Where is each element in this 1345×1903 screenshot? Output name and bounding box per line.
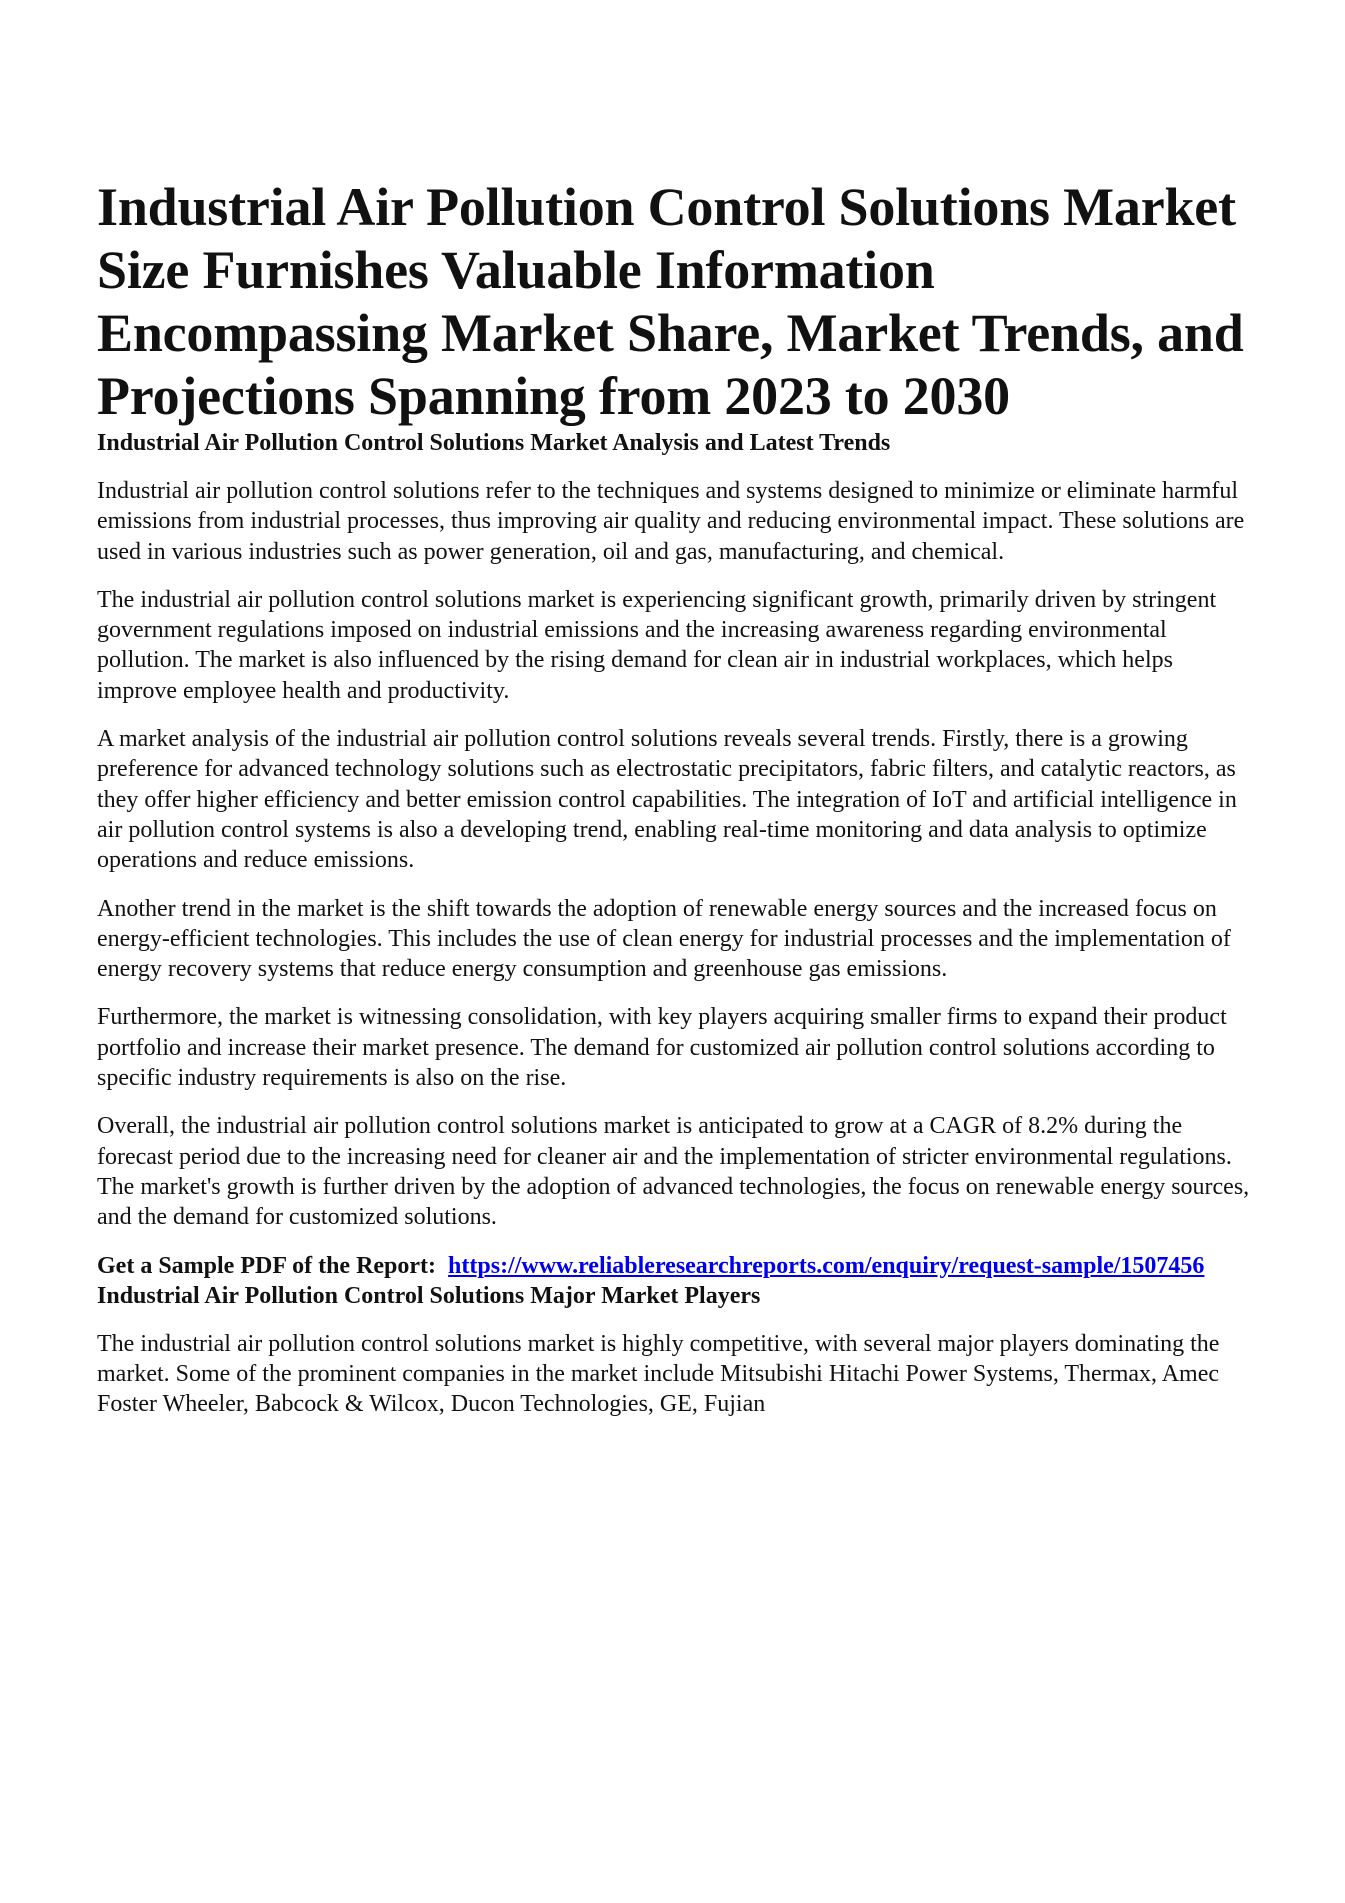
paragraph: Furthermore, the market is witnessing consolidation, with key players acquiring smaller firms to expand their product portfolio and increase their market presence. The demand for customized air pollution control solutions according to specific industry requirements is also on the rise. bbox=[97, 1004, 1227, 1092]
document-page bbox=[97, 176, 1257, 1420]
document-title: Industrial Air Pollution Control Solutions Market Size Furnishes Valuable Information Encompassing Market Share, Market Trends, and Projections Spanning from 2023 to 2030 bbox=[97, 177, 1244, 426]
sample-pdf-link[interactable]: https://www.reliableresearchreports.com/enquiry/request-sample/1507456 bbox=[448, 1252, 1205, 1279]
sample-pdf-label: Get a Sample PDF of the Report: bbox=[97, 1252, 437, 1279]
paragraph: Another trend in the market is the shift towards the adoption of renewable energy sources and the increased focus on energy-efficient technologies. This includes the use of clean energy for industrial processes and the implementation of energy recovery systems that reduce energy consumption and greenhouse gas emissions. bbox=[97, 895, 1231, 983]
paragraph: A market analysis of the industrial air pollution control solutions reveals several trends. Firstly, there is a growing preference for advanced technology solutions such as electrostatic precipitators, fabric filters, and catalytic reactors, as they offer higher efficiency and better emission control capabilities. The integration of IoT and artificial intelligence in air pollution control systems is also a developing trend, enabling real-time monitoring and data analysis to optimize operations and reduce emissions. bbox=[97, 726, 1237, 874]
paragraph: Industrial air pollution control solutions refer to the techniques and systems designed to minimize or eliminate harmful emissions from industrial processes, thus improving air quality and reducing environmental impact. These solutions are used in various industries such as power generation, oil and gas, manufacturing, and chemical. bbox=[97, 478, 1245, 565]
paragraph: The industrial air pollution control solutions market is experiencing significant growth, primarily driven by stringent government regulations imposed on industrial emissions and the increasing awareness regarding environmental pollution. The market is also influenced by the rising demand for clean air in industrial workplaces, which helps improve employee health and productivity. bbox=[97, 586, 1217, 704]
sample-pdf-callout bbox=[97, 1251, 1257, 1281]
paragraph: The industrial air pollution control solutions market is highly competitive, with several major players dominating the market. Some of the prominent companies in the market include Mitsubishi Hitachi Power Systems, Thermax, Amec Foster Wheeler, Babcock & Wilcox, Ducon Technologies, GE, Fujian bbox=[97, 1330, 1220, 1418]
section-heading-analysis: Industrial Air Pollution Control Solutions Market Analysis and Latest Trends bbox=[97, 430, 891, 456]
paragraph: Overall, the industrial air pollution control solutions market is anticipated to grow at a CAGR of 8.2% during the forecast period due to the increasing need for cleaner air and the implementation of stricter environmental regulations. The market's growth is further driven by the adoption of advanced technologies, the focus on renewable energy sources, and the demand for customized solutions. bbox=[97, 1113, 1250, 1231]
section-heading-players: Industrial Air Pollution Control Solutions Major Market Players bbox=[97, 1282, 761, 1309]
